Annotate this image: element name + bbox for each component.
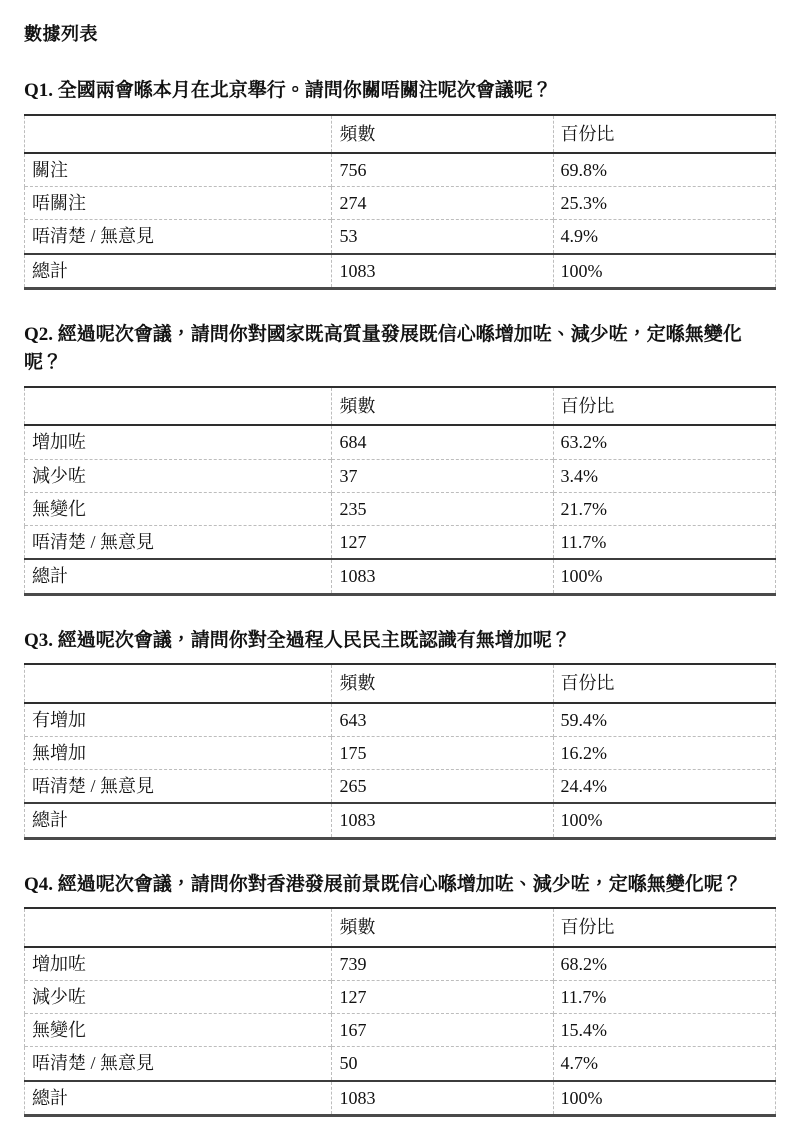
- table-header-row: [25, 664, 776, 702]
- table-row: [25, 736, 776, 769]
- table-body: [25, 947, 776, 1116]
- row-label: 總計: [25, 559, 332, 594]
- row-percentage: 59.4%: [553, 703, 775, 737]
- table-row: [25, 187, 776, 220]
- row-percentage: 11.7%: [553, 526, 775, 560]
- table-row: [25, 770, 776, 804]
- row-label: 唔清楚 / 無意見: [25, 1047, 332, 1081]
- data-table: [24, 663, 776, 839]
- row-label: 無變化: [25, 1014, 332, 1047]
- row-frequency: 50: [332, 1047, 553, 1081]
- data-table: [24, 907, 776, 1117]
- header-category: [25, 387, 332, 425]
- table-row: [25, 459, 776, 492]
- header-percentage: 百份比: [553, 115, 775, 153]
- table-body: [25, 703, 776, 839]
- row-frequency: 684: [332, 425, 553, 459]
- row-frequency: 127: [332, 526, 553, 560]
- row-frequency: 756: [332, 153, 553, 187]
- row-label: 增加咗: [25, 947, 332, 981]
- question-section: [24, 321, 776, 596]
- row-label: 唔關注: [25, 187, 332, 220]
- row-frequency: 175: [332, 736, 553, 769]
- row-percentage: 25.3%: [553, 187, 775, 220]
- header-category: [25, 115, 332, 153]
- row-frequency: 739: [332, 947, 553, 981]
- row-percentage: 24.4%: [553, 770, 775, 804]
- row-percentage: 4.9%: [553, 220, 775, 254]
- table-row: [25, 980, 776, 1013]
- row-label: 唔清楚 / 無意見: [25, 770, 332, 804]
- row-frequency: 127: [332, 980, 553, 1013]
- table-header-row: [25, 908, 776, 946]
- row-percentage: 69.8%: [553, 153, 775, 187]
- row-percentage: 21.7%: [553, 492, 775, 525]
- table-row: [25, 492, 776, 525]
- table-row: [25, 153, 776, 187]
- data-table: [24, 114, 776, 290]
- row-frequency: 1083: [332, 559, 553, 594]
- table-row: [25, 220, 776, 254]
- row-percentage: 16.2%: [553, 736, 775, 769]
- row-percentage: 100%: [553, 1081, 775, 1116]
- table-header-row: [25, 115, 776, 153]
- row-frequency: 265: [332, 770, 553, 804]
- row-percentage: 100%: [553, 803, 775, 838]
- row-percentage: 15.4%: [553, 1014, 775, 1047]
- header-category: [25, 908, 332, 946]
- row-label: 唔清楚 / 無意見: [25, 526, 332, 560]
- table-total-row: [25, 559, 776, 594]
- row-frequency: 1083: [332, 254, 553, 289]
- header-percentage: 百份比: [553, 908, 775, 946]
- row-label: 總計: [25, 803, 332, 838]
- header-category: [25, 664, 332, 702]
- question-title: Q4. 經過呢次會議，請問你對香港發展前景既信心喺增加咗、減少咗，定喺無變化呢？: [24, 873, 742, 895]
- header-percentage: 百份比: [553, 387, 775, 425]
- row-frequency: 53: [332, 220, 553, 254]
- row-percentage: 68.2%: [553, 947, 775, 981]
- table-row: [25, 1047, 776, 1081]
- question-section: [24, 77, 776, 290]
- table-row: [25, 425, 776, 459]
- row-frequency: 643: [332, 703, 553, 737]
- row-frequency: 37: [332, 459, 553, 492]
- header-frequency: 頻數: [332, 387, 553, 425]
- document-title: 數據列表: [24, 24, 98, 44]
- question-title: Q2. 經過呢次會議，請問你對國家既高質量發展既信心喺增加咗、減少咗，定喺無變化呢？: [24, 323, 742, 374]
- row-frequency: 1083: [332, 1081, 553, 1116]
- row-label: 唔清楚 / 無意見: [25, 220, 332, 254]
- row-frequency: 1083: [332, 803, 553, 838]
- table-body: [25, 425, 776, 594]
- row-percentage: 11.7%: [553, 980, 775, 1013]
- row-label: 減少咗: [25, 980, 332, 1013]
- table-row: [25, 1014, 776, 1047]
- table-total-row: [25, 254, 776, 289]
- table-row: [25, 947, 776, 981]
- table-total-row: [25, 803, 776, 838]
- question-title: Q1. 全國兩會喺本月在北京舉行。請問你關唔關注呢次會議呢？: [24, 80, 552, 101]
- row-frequency: 235: [332, 492, 553, 525]
- row-label: 增加咗: [25, 425, 332, 459]
- table-header-row: [25, 387, 776, 425]
- table-body: [25, 153, 776, 289]
- question-section: [24, 871, 776, 1117]
- row-label: 減少咗: [25, 459, 332, 492]
- header-frequency: 頻數: [332, 908, 553, 946]
- row-frequency: 274: [332, 187, 553, 220]
- question-title: Q3. 經過呢次會議，請問你對全過程人民民主既認識有無增加呢？: [24, 629, 571, 651]
- header-frequency: 頻數: [332, 115, 553, 153]
- table-total-row: [25, 1081, 776, 1116]
- questions-container: [24, 77, 776, 1117]
- row-label: 關注: [25, 153, 332, 187]
- data-table: [24, 386, 776, 596]
- table-row: [25, 703, 776, 737]
- row-percentage: 100%: [553, 559, 775, 594]
- row-label: 有增加: [25, 703, 332, 737]
- table-row: [25, 526, 776, 560]
- row-percentage: 100%: [553, 254, 775, 289]
- row-percentage: 4.7%: [553, 1047, 775, 1081]
- row-label: 無變化: [25, 492, 332, 525]
- question-section: [24, 627, 776, 840]
- row-percentage: 3.4%: [553, 459, 775, 492]
- row-frequency: 167: [332, 1014, 553, 1047]
- row-label: 總計: [25, 1081, 332, 1116]
- row-label: 總計: [25, 254, 332, 289]
- row-label: 無增加: [25, 736, 332, 769]
- header-percentage: 百份比: [553, 664, 775, 702]
- row-percentage: 63.2%: [553, 425, 775, 459]
- header-frequency: 頻數: [332, 664, 553, 702]
